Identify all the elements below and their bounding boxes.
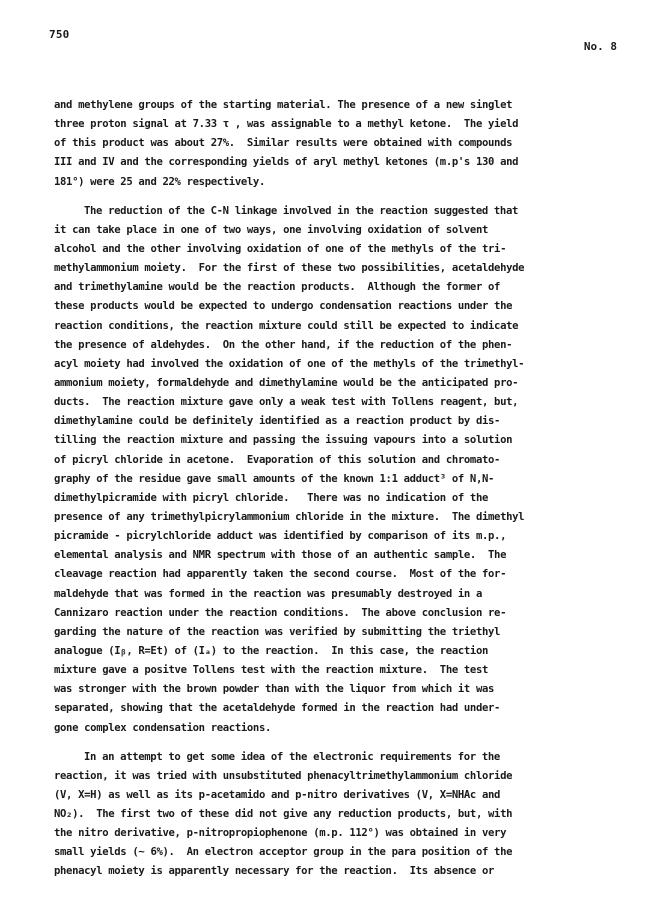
text-line: and trimethylamine would be the reaction products. Although the former of xyxy=(54,281,501,294)
text-line: NO₂). The first two of these did not give any reduction products, but, with xyxy=(54,808,513,821)
text-line: phenacyl moiety is apparently necessary for the reaction. Its absence or xyxy=(54,865,495,878)
issue-number: No. 8 xyxy=(583,40,617,53)
text-line: reaction conditions, the reaction mixture could still be expected to indicate xyxy=(54,319,519,332)
paragraph xyxy=(54,202,624,738)
text-line: graphy of the residue gave small amounts of the known 1:1 adduct³ of N,N- xyxy=(54,472,495,485)
text-line: The reduction of the C-N linkage involved in the reaction suggested that xyxy=(84,204,519,217)
text-line: was stronger with the brown powder than with the liquor from which it was xyxy=(54,683,495,696)
body-text xyxy=(54,96,624,882)
text-line: dimethylamine could be definitely identified as a reaction product by dis- xyxy=(54,415,501,428)
text-line: cleavage reaction had apparently taken the second course. Most of the for- xyxy=(54,568,507,581)
text-line: picramide - picrylchloride adduct was identified by comparison of its m.p., xyxy=(54,530,507,543)
paragraph-gap xyxy=(54,738,624,748)
text-line: alcohol and the other involving oxidation of one of the methyls of the tri- xyxy=(54,242,507,255)
text-line: the presence of aldehydes. On the other hand, if the reduction of the phen- xyxy=(54,338,513,351)
text-line: maldehyde that was formed in the reaction was presumably destroyed in a xyxy=(54,587,482,600)
text-line: small yields (~ 6%). An electron acceptor group in the para position of the xyxy=(54,846,513,859)
paragraph-gap xyxy=(54,192,624,202)
text-line: tilling the reaction mixture and passing the issuing vapours into a solution xyxy=(54,434,513,447)
text-line: dimethylpicramide with picryl chloride. There was no indication of the xyxy=(54,491,489,504)
text-line: these products would be expected to undergo condensation reactions under the xyxy=(54,300,513,313)
text-line: and methylene groups of the starting material. The presence of a new singlet xyxy=(54,99,513,111)
text-line: ducts. The reaction mixture gave only a weak test with Tollens reagent, but, xyxy=(54,396,519,409)
text-line: reaction, it was tried with unsubstituted phenacyltrimethylammonium chloride xyxy=(54,769,513,782)
text-line: elemental analysis and NMR spectrum with those of an authentic sample. The xyxy=(54,549,507,562)
text-line: 181°) were 25 and 22% respectively. xyxy=(54,175,265,188)
text-line: ammonium moiety, formaldehyde and dimethylamine would be the anticipated pro- xyxy=(54,376,519,389)
text-line: three proton signal at 7.33 τ , was assignable to a methyl ketone. The yield xyxy=(54,118,519,131)
text-line: of this product was about 27%. Similar results were obtained with compounds xyxy=(54,137,513,150)
text-line: (V, X=H) as well as its p-acetamido and p-nitro derivatives (V, X=NHAc and xyxy=(54,788,501,801)
paragraph xyxy=(54,96,624,192)
text-line: it can take place in one of two ways, one involving oxidation of solvent xyxy=(54,223,489,236)
page-number: 750 xyxy=(49,28,70,41)
text-line: mixture gave a positve Tollens test with the reaction mixture. The test xyxy=(54,664,489,677)
text-line: acyl moiety had involved the oxidation of one of the methyls of the trimethyl- xyxy=(54,357,525,370)
text-line: of picryl chloride in acetone. Evaporation of this solution and chromato- xyxy=(54,453,501,466)
text-line: III and IV and the corresponding yields of aryl methyl ketones (m.p's 130 and xyxy=(54,156,519,169)
paragraph xyxy=(54,748,624,882)
text-line: analogue (Iᵦ, R=Et) of (Iₐ) to the reaction. In this case, the reaction xyxy=(54,644,488,657)
text-line: presence of any trimethylpicrylammonium chloride in the mixture. The dimethyl xyxy=(54,510,525,523)
text-line: methylammonium moiety. For the first of these two possibilities, acetaldehyde xyxy=(54,262,525,275)
text-line: separated, showing that the acetaldehyde formed in the reaction had under- xyxy=(54,702,501,715)
text-line: garding the nature of the reaction was verified by submitting the triethyl xyxy=(54,625,501,638)
text-line: In an attempt to get some idea of the electronic requirements for the xyxy=(84,750,500,763)
text-line: Cannizaro reaction under the reaction conditions. The above conclusion re- xyxy=(54,606,507,619)
text-line: gone complex condensation reactions. xyxy=(54,721,272,734)
text-line: the nitro derivative, p-nitropropiophenone (m.p. 112°) was obtained in very xyxy=(54,827,507,840)
